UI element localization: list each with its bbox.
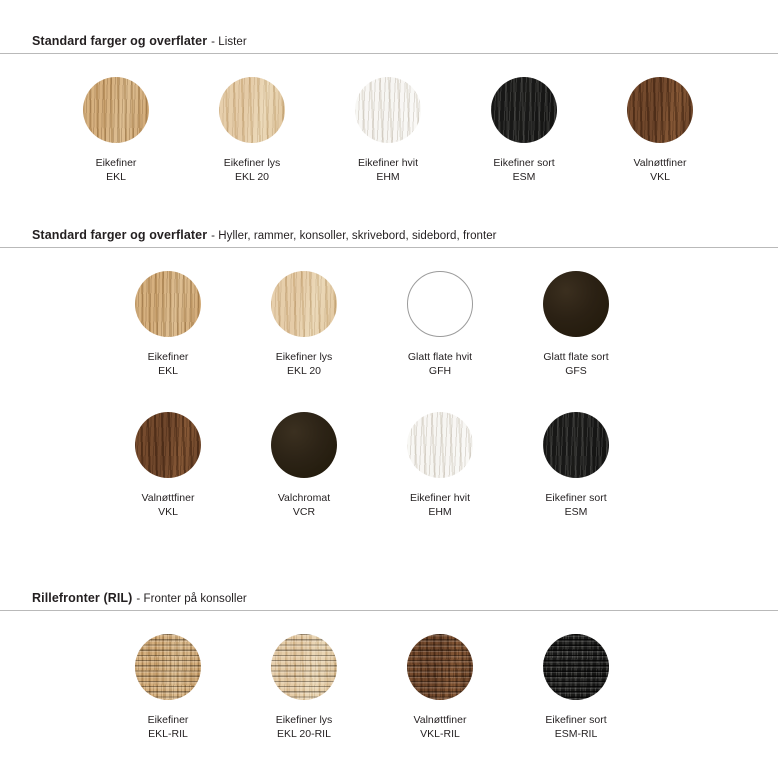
section-subtitle: - Lister bbox=[211, 36, 247, 48]
swatch-labels bbox=[278, 491, 330, 519]
swatch-disc bbox=[355, 77, 421, 143]
swatch-item[interactable] bbox=[508, 271, 644, 378]
swatch-disc bbox=[543, 634, 609, 700]
swatch-labels bbox=[414, 713, 467, 741]
swatch-labels bbox=[410, 491, 470, 519]
swatch-name: Eikefiner lys bbox=[275, 351, 333, 363]
swatch-disc bbox=[271, 412, 337, 478]
swatch-name: Glatt flate sort bbox=[543, 351, 609, 363]
swatch-name: Eikefiner sort bbox=[545, 492, 607, 504]
swatch-name: Glatt flate hvit bbox=[407, 351, 473, 363]
swatch-item[interactable] bbox=[372, 634, 508, 741]
ribbed-texture-overlay bbox=[543, 634, 609, 700]
swatch-labels bbox=[276, 350, 333, 378]
swatch-code: EKL bbox=[106, 171, 126, 183]
swatch-disc bbox=[543, 412, 609, 478]
swatch-code: VKL-RIL bbox=[420, 728, 460, 740]
swatch-item[interactable] bbox=[184, 77, 320, 184]
swatch-labels bbox=[358, 156, 418, 184]
swatch-row bbox=[0, 271, 778, 378]
swatch-name: Eikefiner hvit bbox=[357, 157, 419, 169]
swatch-code: EKL bbox=[158, 365, 178, 377]
section-standard-lister bbox=[0, 34, 778, 184]
swatch-disc bbox=[407, 271, 473, 337]
swatch-code: EKL-RIL bbox=[148, 728, 188, 740]
swatch-code: ESM bbox=[512, 171, 536, 183]
swatch-row bbox=[0, 634, 778, 741]
swatch-code: VKL bbox=[650, 171, 670, 183]
ribbed-texture-overlay bbox=[135, 634, 201, 700]
swatch-name: Eikefiner bbox=[95, 157, 137, 169]
swatch-item[interactable] bbox=[236, 412, 372, 519]
swatch-code: GFH bbox=[428, 365, 452, 377]
swatch-disc bbox=[271, 634, 337, 700]
swatch-disc bbox=[135, 271, 201, 337]
swatch-row bbox=[0, 77, 778, 184]
swatch-labels bbox=[142, 491, 195, 519]
swatch-name: Eikefiner lys bbox=[223, 157, 281, 169]
section-title: Rillefronter (RIL) bbox=[32, 591, 133, 605]
swatch-labels bbox=[96, 156, 137, 184]
swatch-code: EKL 20 bbox=[286, 365, 322, 377]
swatch-disc bbox=[491, 77, 557, 143]
swatch-name: Eikefiner bbox=[147, 351, 189, 363]
swatch-name: Eikefiner bbox=[147, 714, 189, 726]
swatch-labels bbox=[634, 156, 687, 184]
swatch-code: VKL bbox=[158, 506, 178, 518]
swatch-disc bbox=[407, 634, 473, 700]
swatch-item[interactable] bbox=[372, 271, 508, 378]
swatch-item[interactable] bbox=[592, 77, 728, 184]
swatch-disc bbox=[543, 271, 609, 337]
swatch-item[interactable] bbox=[236, 634, 372, 741]
swatch-labels bbox=[408, 350, 472, 378]
section-header bbox=[0, 228, 778, 248]
swatch-disc bbox=[135, 412, 201, 478]
section-standard-hyller bbox=[0, 228, 778, 519]
swatch-item[interactable] bbox=[236, 271, 372, 378]
swatch-disc bbox=[83, 77, 149, 143]
swatch-item[interactable] bbox=[372, 412, 508, 519]
swatch-item[interactable] bbox=[100, 634, 236, 741]
swatch-code: EHM bbox=[428, 506, 452, 518]
swatch-name: Valnøttfiner bbox=[413, 714, 467, 726]
swatch-labels bbox=[224, 156, 281, 184]
swatch-name: Valchromat bbox=[277, 492, 331, 504]
swatch-labels bbox=[543, 350, 608, 378]
swatch-name: Eikefiner sort bbox=[493, 157, 555, 169]
swatch-disc bbox=[627, 77, 693, 143]
swatch-disc bbox=[407, 412, 473, 478]
swatch-name: Valnøttfiner bbox=[141, 492, 195, 504]
swatch-labels bbox=[148, 350, 189, 378]
swatch-code: EKL 20-RIL bbox=[277, 728, 331, 740]
swatch-row bbox=[0, 412, 778, 519]
swatch-disc bbox=[271, 271, 337, 337]
swatch-item[interactable] bbox=[100, 271, 236, 378]
section-header bbox=[0, 591, 778, 611]
swatch-code: EKL 20 bbox=[234, 171, 270, 183]
swatch-code: EHM bbox=[376, 171, 400, 183]
swatch-labels bbox=[493, 156, 554, 184]
swatch-labels bbox=[276, 713, 333, 741]
swatch-item[interactable] bbox=[320, 77, 456, 184]
swatch-labels bbox=[545, 491, 606, 519]
swatch-labels bbox=[545, 713, 606, 741]
ribbed-texture-overlay bbox=[271, 634, 337, 700]
section-subtitle: - Fronter på konsoller bbox=[136, 593, 247, 605]
section-title: Standard farger og overflater bbox=[32, 34, 208, 48]
section-title: Standard farger og overflater bbox=[32, 228, 208, 242]
section-subtitle: - Hyller, rammer, konsoller, skrivebord, sidebord, fronter bbox=[211, 230, 497, 242]
swatch-item[interactable] bbox=[508, 412, 644, 519]
ribbed-texture-overlay bbox=[407, 634, 473, 700]
swatch-item[interactable] bbox=[456, 77, 592, 184]
swatch-item[interactable] bbox=[508, 634, 644, 741]
swatch-disc bbox=[219, 77, 285, 143]
swatch-name: Eikefiner sort bbox=[545, 714, 607, 726]
swatch-code: GFS bbox=[565, 365, 587, 377]
swatch-name: Eikefiner lys bbox=[275, 714, 333, 726]
swatch-disc bbox=[135, 634, 201, 700]
swatch-item[interactable] bbox=[48, 77, 184, 184]
section-rillefronter bbox=[0, 591, 778, 741]
section-header bbox=[0, 34, 778, 54]
swatch-labels bbox=[148, 713, 189, 741]
swatch-code: ESM-RIL bbox=[554, 728, 598, 740]
swatch-code: VCR bbox=[292, 506, 316, 518]
swatch-item[interactable] bbox=[100, 412, 236, 519]
swatch-name: Valnøttfiner bbox=[633, 157, 687, 169]
swatch-code: ESM bbox=[564, 506, 588, 518]
swatch-name: Eikefiner hvit bbox=[409, 492, 471, 504]
